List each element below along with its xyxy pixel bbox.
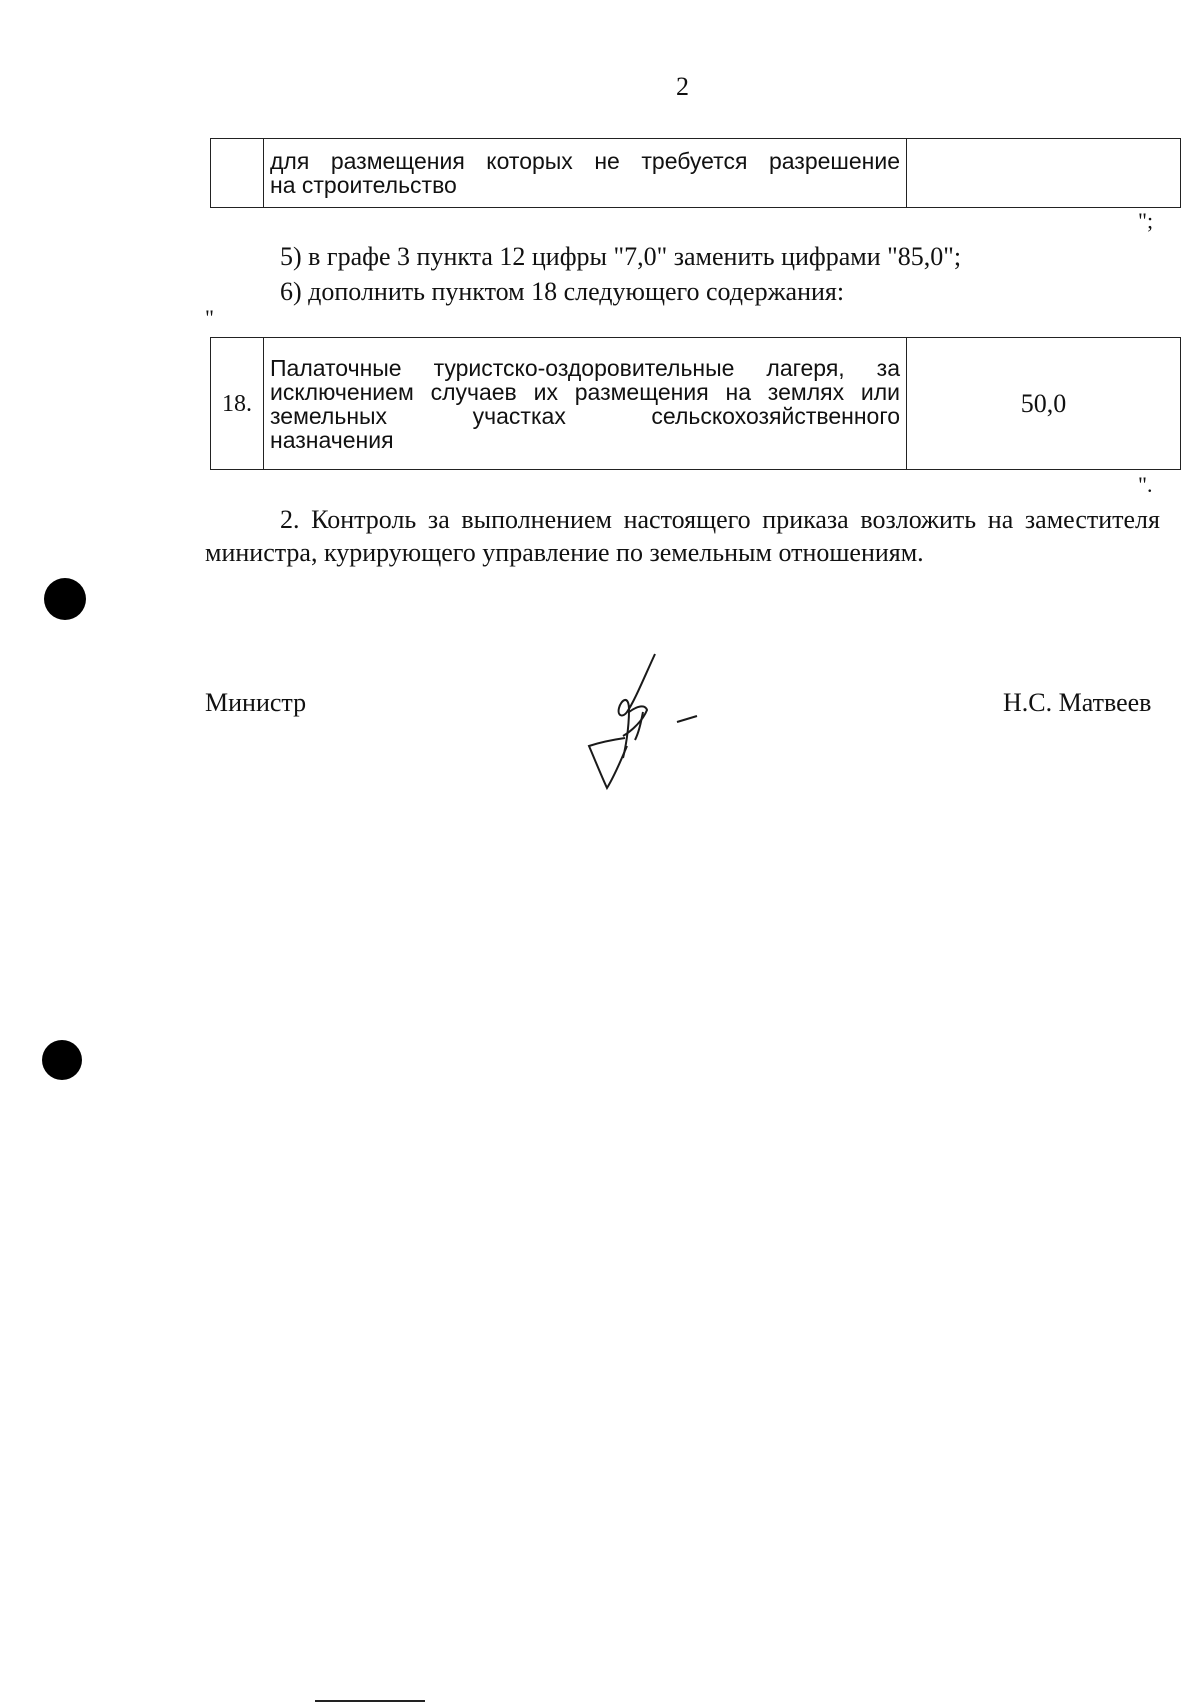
item-description-cell bbox=[264, 338, 907, 470]
item-number-cell bbox=[211, 139, 264, 208]
closing-quote: ". bbox=[1138, 472, 1153, 497]
amendment-item-5: 5) в графе 3 пункта 12 цифры "7,0" заменить цифрами "85,0"; bbox=[280, 242, 962, 271]
item-number-cell: 18. bbox=[211, 338, 264, 470]
table-continuation bbox=[210, 138, 1181, 208]
description-line: для размещения которых не требуется разрешение bbox=[270, 148, 900, 174]
footer-mark bbox=[315, 1700, 425, 1702]
item-value-cell: 50,0 bbox=[907, 338, 1181, 470]
signatory-name: Н.С. Матвеев bbox=[1003, 688, 1152, 717]
item-description-cell bbox=[264, 139, 907, 208]
description-line: назначения bbox=[270, 426, 394, 453]
table-row bbox=[211, 338, 1181, 470]
description-line: на строительство bbox=[270, 172, 457, 198]
table-row bbox=[211, 139, 1181, 208]
item-value-cell bbox=[907, 139, 1181, 208]
punch-hole-mark bbox=[42, 1040, 82, 1080]
signatory-title: Министр bbox=[205, 688, 307, 717]
description-line: Палаточные туристско-оздоровительные лагеря, за bbox=[270, 354, 900, 381]
description-line: исключением случаев их размещения на землях или bbox=[270, 378, 900, 405]
paragraph-line: 2. Контроль за выполнением настоящего приказа возложить на заместителя bbox=[280, 505, 1160, 534]
punch-hole-mark bbox=[44, 578, 86, 620]
description-line: земельных участках сельскохозяйственного bbox=[270, 402, 900, 429]
opening-quote: " bbox=[205, 305, 214, 330]
table-new-item bbox=[210, 337, 1181, 470]
handwritten-signature bbox=[565, 650, 725, 810]
page-number: 2 bbox=[676, 72, 689, 101]
paragraph-line: министра, курирующего управление по земельным отношениям. bbox=[205, 538, 924, 567]
paragraph-2 bbox=[205, 503, 1160, 569]
amendment-item-6: 6) дополнить пунктом 18 следующего содержания: bbox=[280, 277, 845, 306]
closing-quote: "; bbox=[1138, 208, 1154, 233]
